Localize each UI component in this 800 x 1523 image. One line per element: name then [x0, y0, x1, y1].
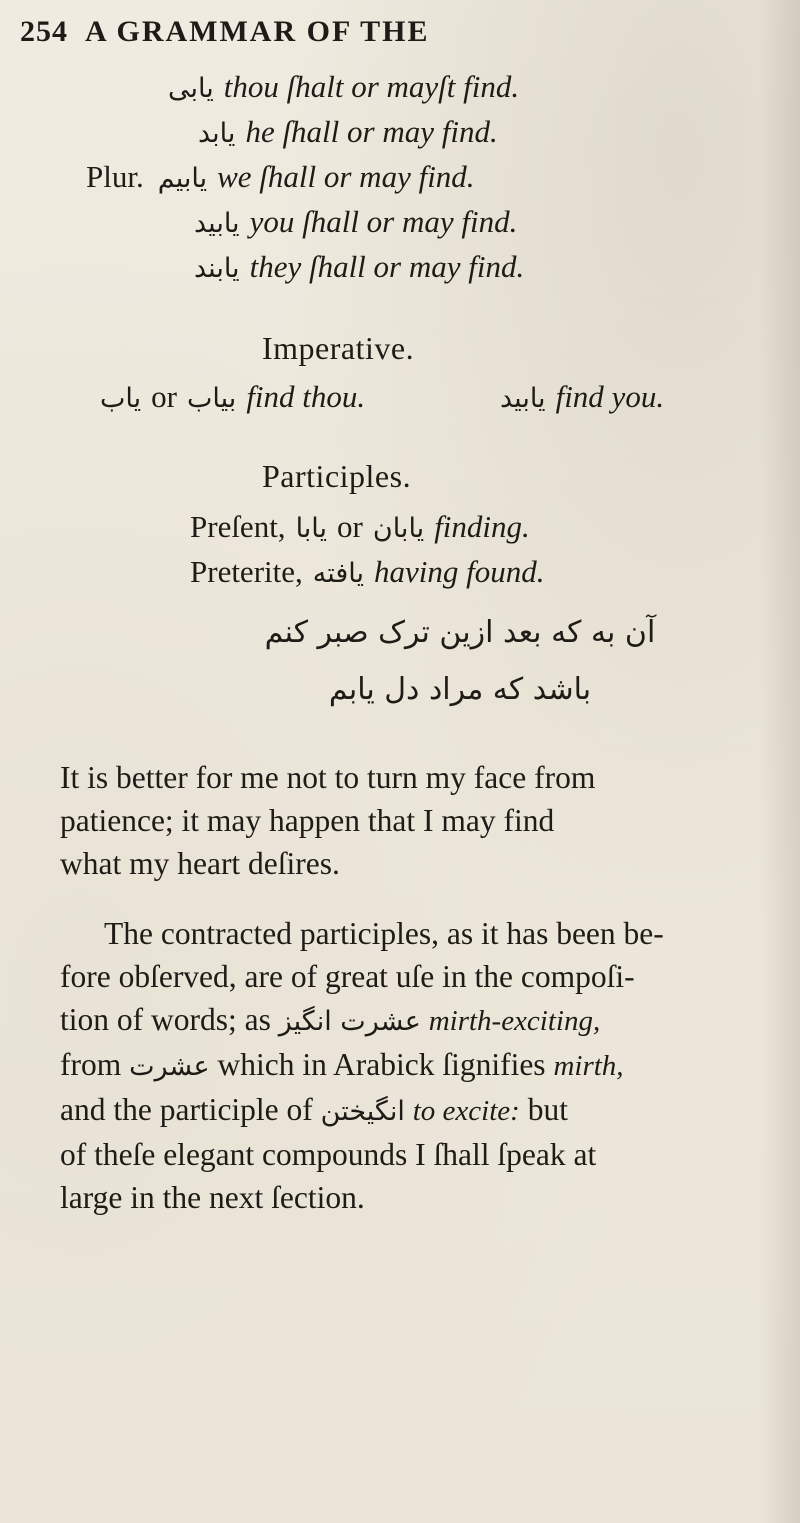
gloss: finding.	[434, 509, 530, 544]
arabic-word: انگیختن	[320, 1096, 405, 1127]
participle-label: Preterite,	[190, 554, 303, 589]
arabic-verb: یابید	[194, 208, 240, 239]
text-line	[60, 1088, 780, 1133]
conjugation-row	[194, 248, 524, 288]
arabic-verb: یابند	[194, 253, 240, 284]
conjugation-row	[168, 68, 519, 108]
text-line: fore obſerved, are of great uſe in the compoſi-	[60, 959, 635, 994]
imperative-row	[100, 378, 365, 418]
arabic-imperative: یاب	[100, 383, 142, 414]
or-word: or	[337, 509, 363, 544]
arabic-imperative: یابید	[500, 383, 546, 414]
page-number: 254	[20, 15, 68, 48]
paragraph-contracted-participles	[60, 912, 780, 1219]
text-line	[60, 998, 780, 1043]
participle-row	[190, 508, 530, 548]
gloss: thou ſhalt or mayſt find.	[223, 69, 520, 104]
conjugation-row	[86, 158, 475, 198]
gloss: mirth,	[553, 1050, 624, 1082]
arabic-participle: یابان	[372, 513, 425, 544]
paragraph-translation	[60, 756, 780, 885]
text-run: tion of words; as	[60, 1002, 271, 1037]
or-word: or	[151, 379, 177, 414]
gloss: find you.	[555, 379, 665, 414]
conjugation-row	[194, 203, 517, 243]
text-run: and the participle of	[60, 1092, 313, 1127]
gloss: he ſhall or may find.	[245, 114, 498, 149]
running-head: A GRAMMAR OF THE	[85, 15, 430, 48]
text-line: It is better for me not to turn my face from	[60, 760, 596, 795]
arabic-verb: یابیم	[157, 163, 208, 194]
gloss: they ſhall or may find.	[249, 249, 525, 284]
text-run: from	[60, 1047, 122, 1082]
gloss: you ſhall or may find.	[249, 204, 518, 239]
participle-row	[190, 553, 545, 593]
conjugation-row	[198, 113, 498, 153]
arabic-word: عشرت	[129, 1051, 210, 1082]
text-run: but	[527, 1092, 568, 1127]
arabic-participle: یافته	[312, 558, 365, 589]
arabic-word: عشرت انگیز	[278, 1006, 421, 1037]
section-heading-participles: Participles.	[262, 458, 412, 494]
persian-verse-line: آن به که بعد ازین ترک صبر کنم	[264, 615, 656, 650]
arabic-verb: یابی	[168, 73, 214, 104]
text-line: The contracted participles, as it has been be-	[104, 916, 664, 951]
arabic-imperative: بیاب	[187, 383, 237, 414]
text-run: which in Arabick ſignifies	[217, 1047, 546, 1082]
gloss: find thou.	[246, 379, 366, 414]
gloss: mirth-exciting,	[428, 1005, 601, 1037]
gloss: to excite:	[412, 1095, 520, 1127]
text-line: what my heart deſires.	[60, 846, 340, 881]
arabic-participle: یابا	[295, 513, 328, 544]
persian-verse-line: باشد که مراد دل یابم	[328, 672, 592, 707]
text-line: of theſe elegant compounds I ſhall ſpeak at	[60, 1137, 597, 1172]
gloss: having found.	[374, 554, 545, 589]
section-heading-imperative: Imperative.	[262, 330, 415, 366]
imperative-row	[500, 378, 664, 418]
plural-label: Plur.	[86, 159, 144, 194]
text-line: patience; it may happen that I may find	[60, 803, 555, 838]
arabic-verb: یابد	[198, 118, 236, 149]
gloss: we ſhall or may find.	[217, 159, 475, 194]
text-line: large in the next ſection.	[60, 1180, 365, 1215]
text-line	[60, 1043, 780, 1088]
participle-label: Preſent,	[190, 509, 286, 544]
